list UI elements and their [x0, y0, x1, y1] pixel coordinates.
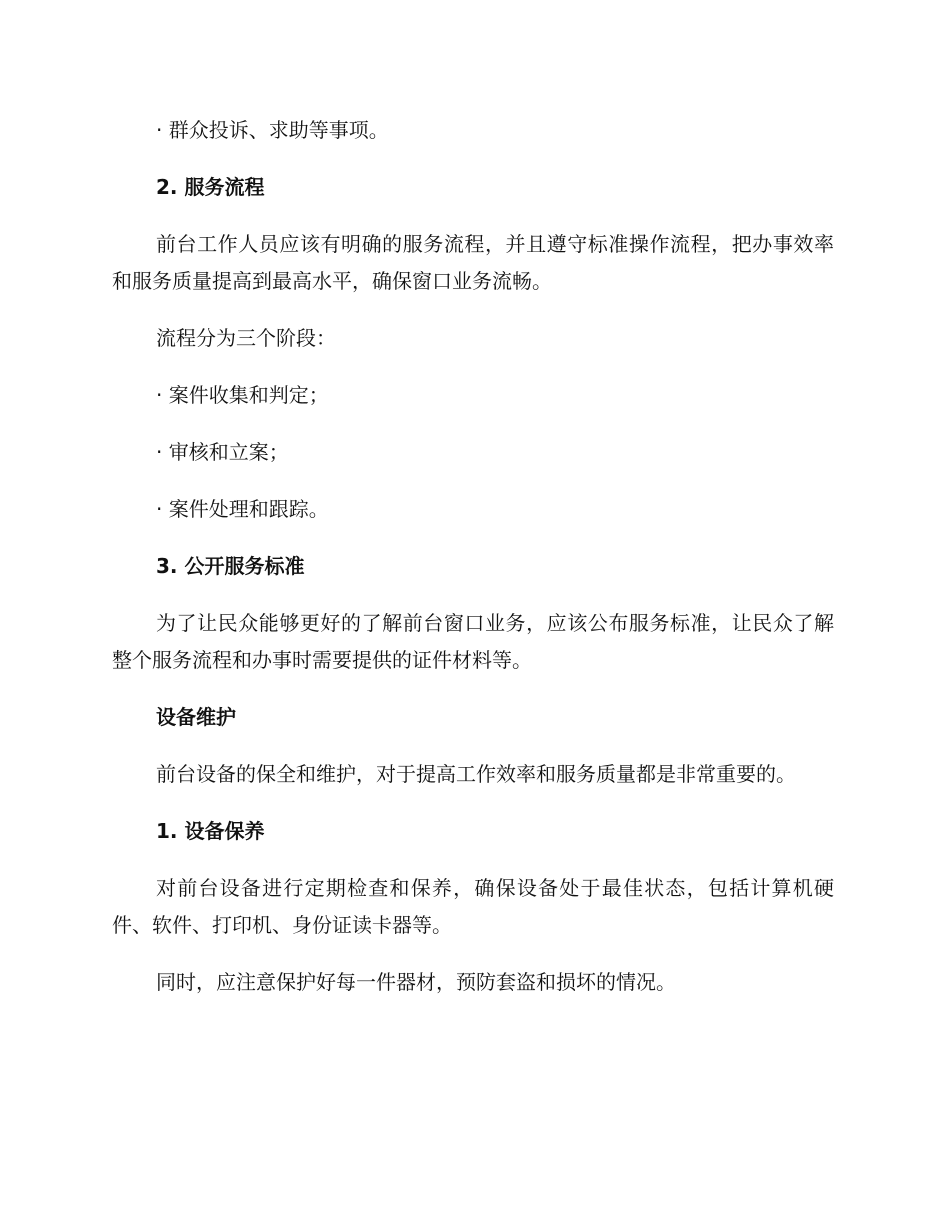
paragraph-public-standards: 为了让民众能够更好的了解前台窗口业务，应该公布服务标准，让民众了解整个服务流程和办事时需要提供的证件材料等。: [112, 611, 834, 672]
bullet-stage-3: · 案件处理和跟踪。: [156, 497, 329, 521]
paragraph-equipment-care: 对前台设备进行定期检查和保养，确保设备处于最佳状态，包括计算机硬件、软件、打印机、身份证读卡器等。: [112, 876, 834, 937]
bullet-stage-2: · 审核和立案；: [156, 440, 289, 464]
document-body: [112, 112, 834, 1021]
heading-equipment-maintenance: 设备维护: [156, 705, 236, 729]
heading-equipment-care: 1. 设备保养: [156, 819, 265, 843]
bullet-stage-1: · 案件收集和判定；: [156, 383, 329, 407]
paragraph-equipment-maintenance: 前台设备的保全和维护，对于提高工作效率和服务质量都是非常重要的。: [156, 762, 796, 786]
paragraph-stages-intro: 流程分为三个阶段：: [156, 326, 336, 350]
paragraph-protection: 同时，应注意保护好每一件器材，预防套盗和损坏的情况。: [156, 970, 676, 994]
heading-public-standards: 3. 公开服务标准: [156, 554, 305, 578]
paragraph-service-flow: 前台工作人员应该有明确的服务流程，并且遵守标准操作流程，把办事效率和服务质量提高到最高水平，确保窗口业务流畅。: [112, 232, 834, 293]
bullet-complaints: · 群众投诉、求助等事项。: [156, 118, 389, 142]
heading-service-flow: 2. 服务流程: [156, 175, 265, 199]
